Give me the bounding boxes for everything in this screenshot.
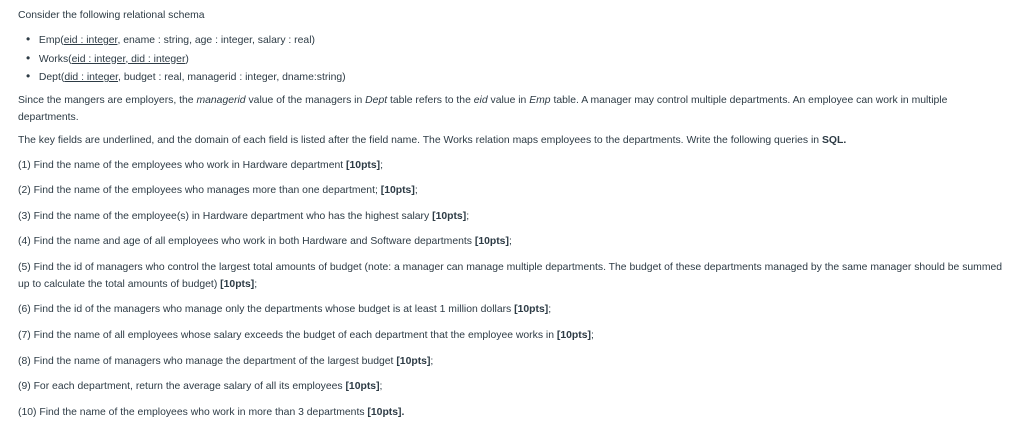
question-7: (7) Find the name of all employees whose salary exceeds the budget of each department that the employee works in [10pts]; — [18, 330, 594, 342]
schema-item-works — [26, 49, 1008, 68]
schema-fields: ) — [185, 53, 189, 65]
schema-list — [18, 30, 1008, 86]
schema-item-dept — [26, 67, 1008, 86]
question-9: (9) For each department, return the average salary of all its employees [10pts]; — [18, 381, 383, 393]
manager-explanation-paragraph: Since the mangers are employers, the managerid value of the managers in Dept table refers to the eid value in Emp table. A manager may control multiple departments. An employee can work in multiple departments. — [18, 94, 948, 123]
question-3: (3) Find the name of the employee(s) in Hardware department who has the highest salary [10pts]; — [18, 210, 470, 222]
question-4: (4) Find the name and age of all employees who work in both Hardware and Software departments [10pts]; — [18, 236, 512, 248]
question-8: (8) Find the name of managers who manage the department of the largest budget [10pts]; — [18, 355, 434, 367]
intro-text: Consider the following relational schema — [18, 10, 205, 21]
assignment-document — [18, 6, 1008, 421]
question-5: (5) Find the id of managers who control the largest total amounts of budget (note: a manager can manage multiple departments. The budget of these departments managed by the same manager should be summed up to calculate the total amounts of budget) [10pts]; — [18, 261, 1003, 290]
schema-keys: eid : integer — [63, 35, 118, 46]
schema-keys: did : integer — [64, 72, 119, 83]
bullet-icon: • — [26, 50, 31, 65]
schema-fields: , budget : real, managerid : integer, dname:string) — [118, 72, 346, 83]
schema-name: Dept( — [38, 72, 65, 83]
schema-name: Emp( — [38, 35, 64, 46]
bullet-icon: • — [26, 32, 31, 46]
question-1: (1) Find the name of the employees who work in Hardware department [10pts]; — [18, 159, 384, 171]
question-10: (10) Find the name of the employees who work in more than 3 departments [10pts]. — [18, 406, 405, 418]
schema-keys: eid : integer, did : integer — [71, 53, 186, 65]
question-2: (2) Find the name of the employees who manages more than one department; [10pts]; — [18, 185, 418, 197]
question-6: (6) Find the id of the managers who manage only the departments whose budget is at least 1 million dollars [10pts]; — [18, 304, 552, 316]
schema-name: Works( — [38, 53, 72, 65]
schema-item-emp — [26, 30, 1008, 49]
instructions-paragraph: The key fields are underlined, and the domain of each field is listed after the field name. The Works relation maps employees to the departments. Write the following queries in SQL. — [18, 134, 847, 146]
bullet-icon: • — [26, 69, 31, 83]
schema-fields: , ename : string, age : integer, salary : real) — [117, 35, 315, 46]
